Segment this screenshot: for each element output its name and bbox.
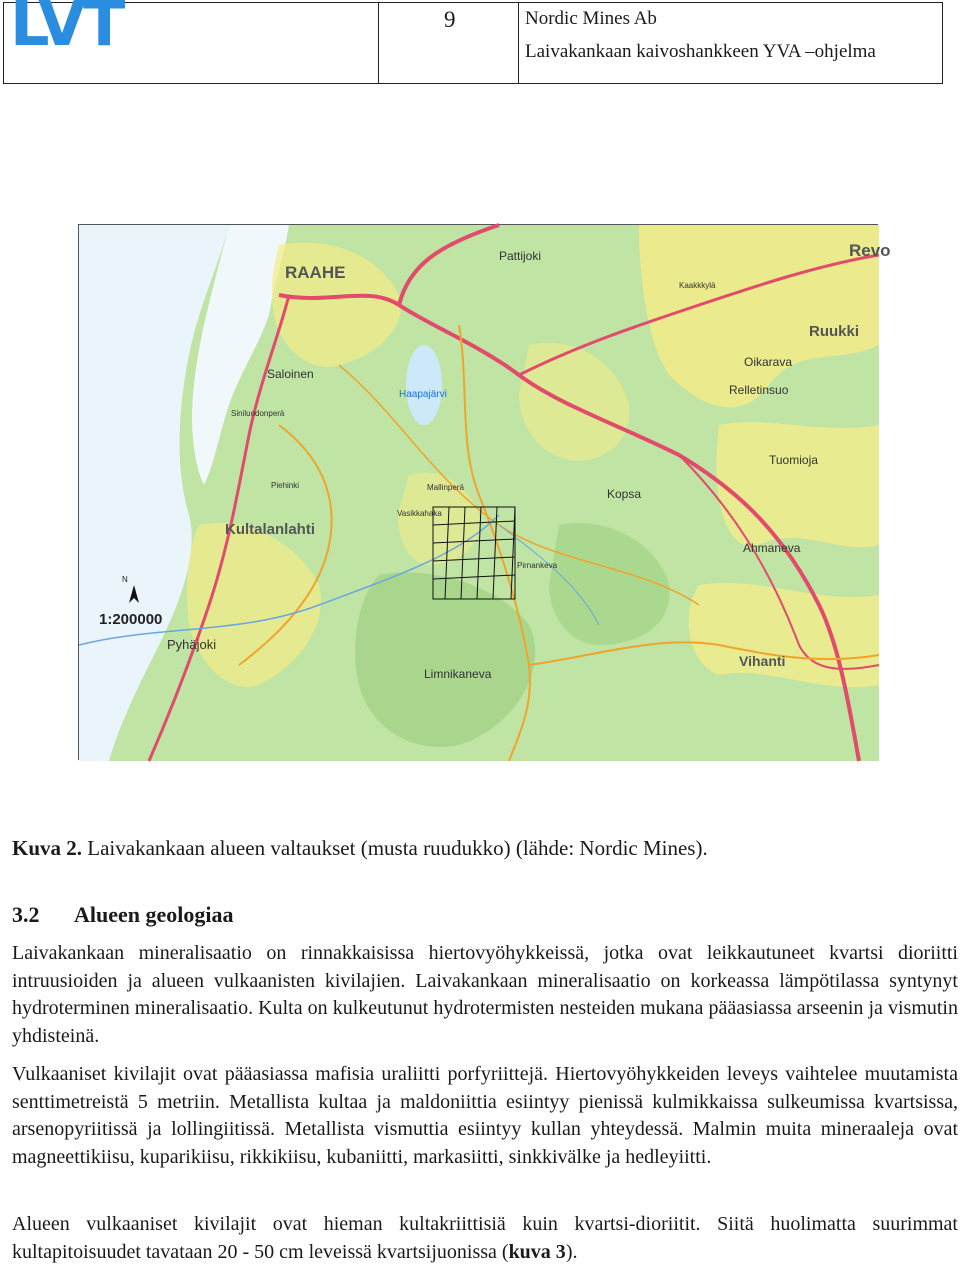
map-label-revo: Revo bbox=[849, 241, 891, 260]
map-label-pirnankeva: Pirnankeva bbox=[517, 561, 558, 570]
figure-caption bbox=[12, 836, 708, 861]
document-title: Laivakankaan kaivoshankkeen YVA –ohjelma bbox=[525, 41, 876, 62]
section-heading bbox=[12, 902, 234, 928]
section-title: Alueen geologiaa bbox=[74, 902, 234, 927]
figure-reference: kuva 3 bbox=[508, 1240, 566, 1263]
map-label-ahmaneva: Ahmaneva bbox=[743, 541, 801, 555]
map-label-relletinsuo: Relletinsuo bbox=[729, 383, 789, 397]
paragraph-gold-veins-end: ). bbox=[565, 1240, 578, 1263]
map-label-piehinki: Piehinki bbox=[271, 481, 300, 490]
map-label-siniluodonpera: Siniluodonperä bbox=[231, 409, 285, 418]
company-name: Nordic Mines Ab bbox=[525, 8, 657, 29]
map-scale: 1:200000 bbox=[99, 611, 163, 628]
north-marker: N bbox=[122, 575, 128, 584]
map-label-tuomioja: Tuomioja bbox=[769, 453, 818, 467]
lvt-logo: LVT bbox=[10, 0, 123, 60]
figure-caption-text: Laivakankaan alueen valtaukset (musta ruudukko) (lähde: Nordic Mines). bbox=[82, 836, 708, 860]
page-number: 9 bbox=[444, 7, 456, 32]
figure-caption-label: Kuva 2. bbox=[12, 836, 83, 860]
map-label-raahe: RAAHE bbox=[285, 263, 346, 282]
area-map bbox=[78, 224, 891, 760]
map-label-kultalanlahti: Kultalanlahti bbox=[225, 521, 316, 538]
map-label-mallinperan: Mallinperä bbox=[427, 483, 464, 492]
paragraph-volcanic-rocks: Vulkaaniset kivilajit ovat pääasiassa mafisia uraliitti porfyriittejä. Hiertovyöhykkeiden leveys vaihtelee muutamista senttimetreistä 5 metriin. Metallista kultaa ja maldoniittia esiintyy pienissä kulmikkaissa sulkeumissa kvartsissa, arsenopyriitissä ja lollingiitissä. Metallista vismuttia esiintyy kullan yhteydessä. Malmin muita mineraaleja ovat magneettikiisu, kuparikiisu, rikkikiisu, kubaniitti, markasiitti, sinkkivälke ja hedleyiitti. bbox=[12, 1063, 958, 1168]
map-label-kaakkkyla: Kaakkkylä bbox=[679, 281, 716, 290]
paragraph-gold-veins bbox=[12, 1211, 958, 1266]
map-label-pattijoki: Pattijoki bbox=[499, 249, 542, 263]
paragraph-gold-veins-text: Alueen vulkaaniset kivilajit ovat hieman kultakriittisiä kuin kvartsi-dioriitit. Siitä huolimatta suurimmat kultapitoisuudet tavataan 20 - 50 cm leveissä kvartsijuonissa ( bbox=[12, 1213, 958, 1263]
paragraph-mineralization: Laivakankaan mineralisaatio on rinnakkaisissa hiertovyöhykkeissä, jotka ovat leikkautuneet kvartsi dioriitti intruusioiden ja alueen vulkaanisten kivilajien. Laivakankaan mineralisaatio on korkeassa lämpötilassa syntynyt hydroterminen mineralisaatio. Kulta on kulkeutunut hydrotermisten nesteiden mukana pääasiassa arseenin ja vismutin yhdisteinä. bbox=[12, 942, 958, 1047]
map-label-vasikkahaka: Vasikkahaka bbox=[397, 509, 442, 518]
section-number: 3.2 bbox=[12, 902, 40, 927]
map-label-vihanti: Vihanti bbox=[739, 653, 786, 669]
map-label-kopsa: Kopsa bbox=[607, 487, 642, 501]
map-label-pyhajoki: Pyhäjoki bbox=[167, 637, 217, 652]
map-label-haapajarvi: Haapajärvi bbox=[399, 389, 447, 400]
map-label-saloinen: Saloinen bbox=[267, 367, 314, 381]
page-number-cell bbox=[379, 3, 519, 83]
page-header bbox=[3, 2, 943, 84]
document-info-cell bbox=[519, 3, 942, 83]
map-label-ruukki: Ruukki bbox=[809, 323, 860, 340]
logo-cell bbox=[4, 0, 379, 83]
map-label-limnikaneva: Limnikaneva bbox=[424, 667, 492, 681]
map-label-oikarava: Oikarava bbox=[744, 355, 793, 369]
